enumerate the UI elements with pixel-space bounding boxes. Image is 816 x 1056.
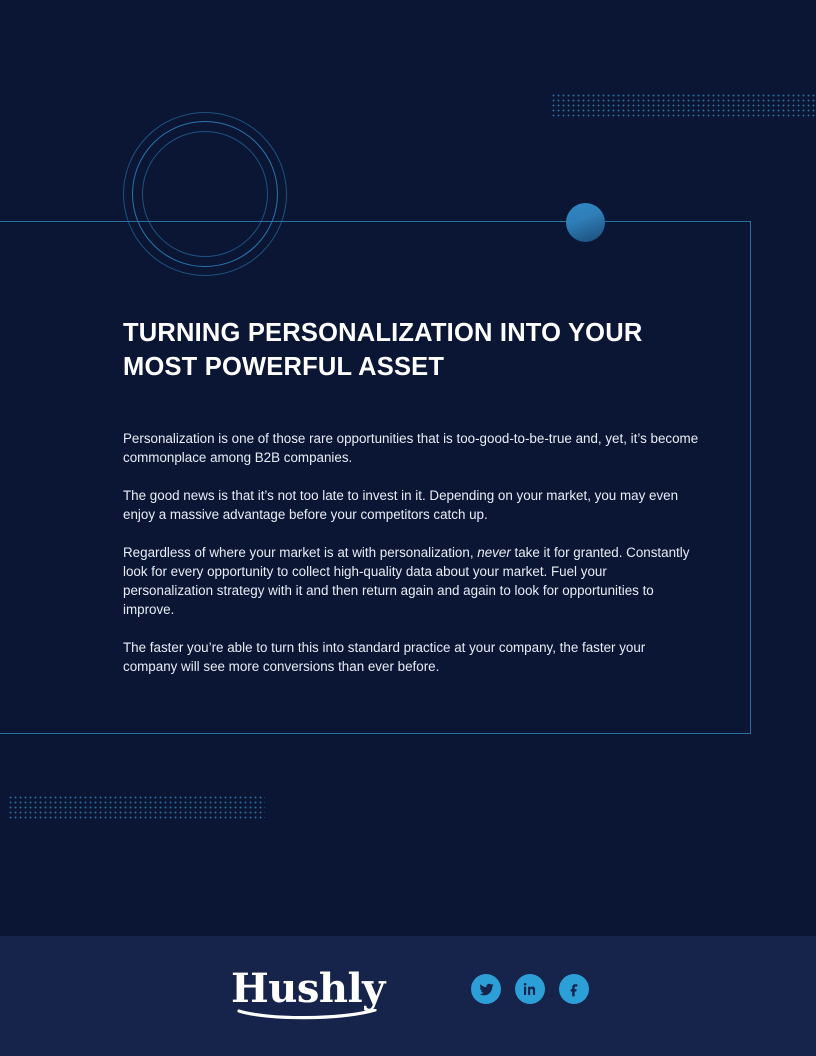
- ring-inner: [142, 131, 268, 257]
- emphasized-word: never: [477, 544, 511, 560]
- body-copy: [123, 429, 703, 676]
- page-title: TURNING PERSONALIZATION INTO YOUR MOST POWERFUL ASSET: [123, 319, 643, 382]
- main-content: [123, 316, 703, 676]
- paragraph-3-text: Regardless of where your market is at with personalization, never take it for granted. Constantly look for every opportunity to collect high-quality data about your market. Fuel your personalization strategy with it and then return again and again to look for opportunities to improve.: [123, 544, 690, 618]
- paragraph-1: Personalization is one of those rare opportunities that is too-good-to-be-true and, yet, it’s become commonplace among B2B companies.: [123, 430, 699, 465]
- linkedin-icon[interactable]: [515, 974, 545, 1004]
- brand-logo: [231, 965, 386, 1021]
- dot-grid-top-right: [551, 93, 816, 118]
- paragraph-4: The faster you’re able to turn this into standard practice at your company, the faster your company will see more conversions than ever before.: [123, 640, 646, 675]
- frame-line-top: [0, 221, 751, 222]
- frame-line-right: [750, 221, 751, 734]
- social-links: [471, 974, 589, 1004]
- footer: [0, 936, 816, 1056]
- paragraph-2: The good news is that it’s not too late to invest in it. Depending on your market, you may even enjoy a massive advantage before your competitors catch up.: [123, 487, 679, 522]
- dot-grid-bottom-left: [8, 795, 265, 820]
- brand-logo-text: Hushly: [231, 965, 385, 1012]
- frame-line-bottom: [0, 733, 751, 734]
- paragraph-3: [123, 543, 699, 619]
- facebook-icon[interactable]: [559, 974, 589, 1004]
- concentric-rings-decoration: [123, 112, 287, 276]
- twitter-icon[interactable]: [471, 974, 501, 1004]
- gradient-circle-decoration: [566, 203, 605, 242]
- logo-swoosh-icon: [237, 1009, 377, 1021]
